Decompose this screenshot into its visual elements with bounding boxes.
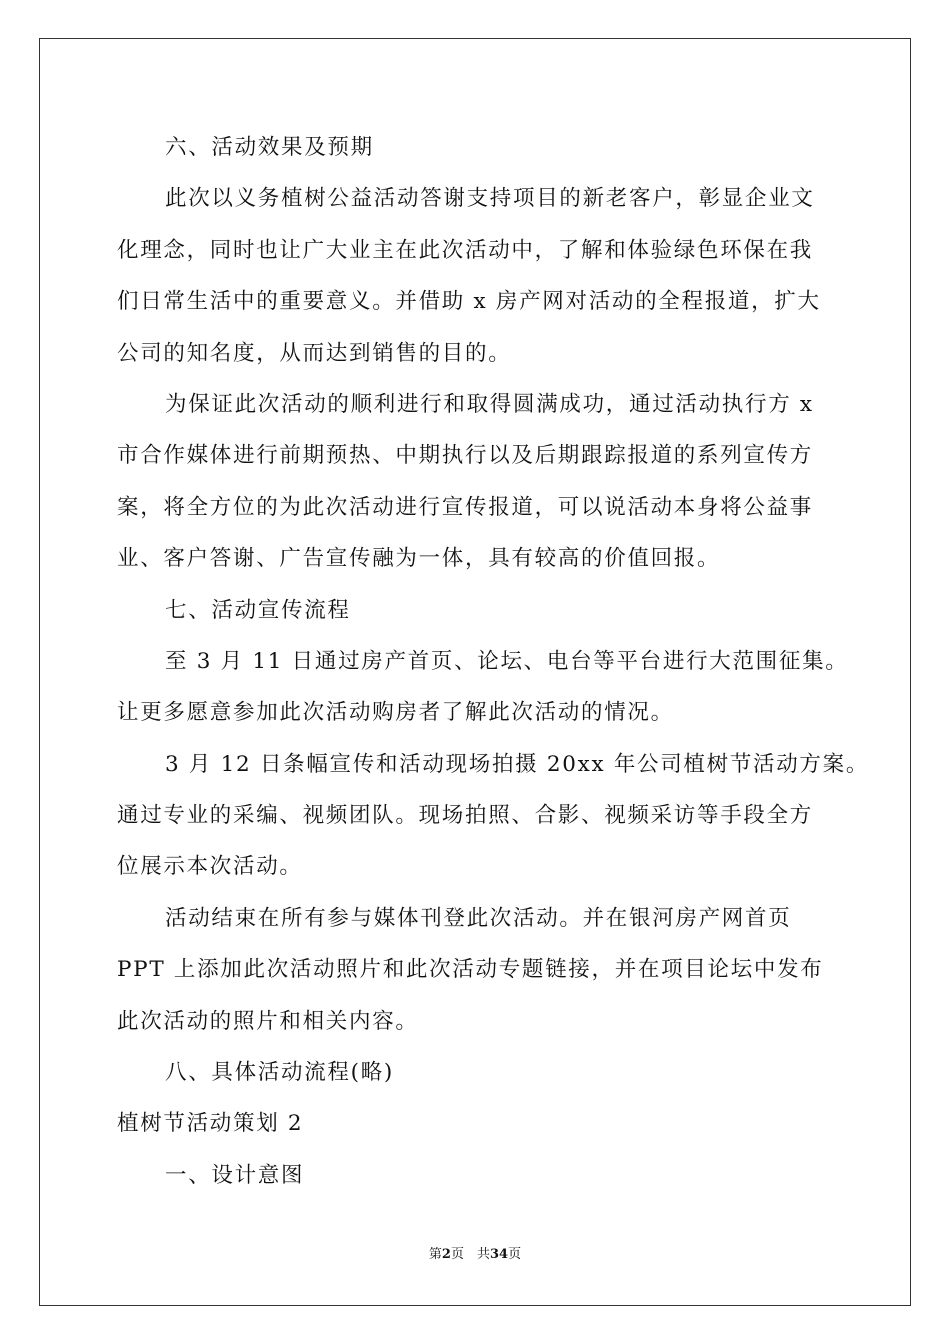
paragraph-line: 让更多愿意参加此次活动购房者了解此次活动的情况。 <box>117 700 674 726</box>
paragraph-line: 至 3 月 11 日通过房产首页、论坛、电台等平台进行大范围征集。 <box>165 648 849 674</box>
current-page-number: 2 <box>441 1247 451 1262</box>
total-page-number: 34 <box>489 1247 509 1262</box>
paragraph-line: 业、客户答谢、广告宣传融为一体，具有较高的价值回报。 <box>117 546 721 572</box>
paragraph-line: 通过专业的采编、视频团队。现场拍照、合影、视频采访等手段全方 <box>117 803 814 829</box>
paragraph-line: 位展示本次活动。 <box>117 854 303 880</box>
paragraph-line: 市合作媒体进行前期预热、中期执行以及后期跟踪报道的系列宣传方 <box>117 443 814 469</box>
page-prefix: 第 <box>428 1247 442 1262</box>
paragraph-line: PPT 上添加此次活动照片和此次活动专题链接，并在项目论坛中发布 <box>117 957 824 983</box>
section-heading-6: 六、活动效果及预期 <box>165 135 374 160</box>
paragraph-line: 3 月 12 日条幅宣传和活动现场拍摄 20xx 年公司植树节活动方案。 <box>165 751 870 777</box>
section-heading-1: 一、设计意图 <box>165 1162 305 1188</box>
paragraph-line: 为保证此次活动的顺利进行和取得圆满成功，通过活动执行方 x <box>165 391 814 417</box>
paragraph-line: 此次活动的照片和相关内容。 <box>117 1008 419 1034</box>
document-subtitle: 植树节活动策划 2 <box>117 1111 304 1137</box>
page-mid: 页 共 <box>450 1247 490 1262</box>
paragraph-line: 们日常生活中的重要意义。并借助 x 房产网对活动的全程报道，扩大 <box>117 289 821 315</box>
paragraph-line: 化理念，同时也让广大业主在此次活动中，了解和体验绿色环保在我 <box>117 237 814 263</box>
document-body <box>117 122 870 1201</box>
section-heading-8: 八、具体活动流程(略) <box>165 1060 394 1086</box>
page-footer <box>0 1246 950 1264</box>
paragraph-line: 此次以义务植树公益活动答谢支持项目的新老客户，彰显企业文 <box>165 186 815 212</box>
paragraph-line: 公司的知名度，从而达到销售的目的。 <box>117 340 512 366</box>
paragraph-line: 活动结束在所有参与媒体刊登此次活动。并在银河房产网首页 <box>165 905 792 931</box>
page-suffix: 页 <box>508 1247 522 1262</box>
section-heading-7: 七、活动宣传流程 <box>165 597 351 623</box>
paragraph-line: 案，将全方位的为此次活动进行宣传报道，可以说活动本身将公益事 <box>117 494 814 520</box>
